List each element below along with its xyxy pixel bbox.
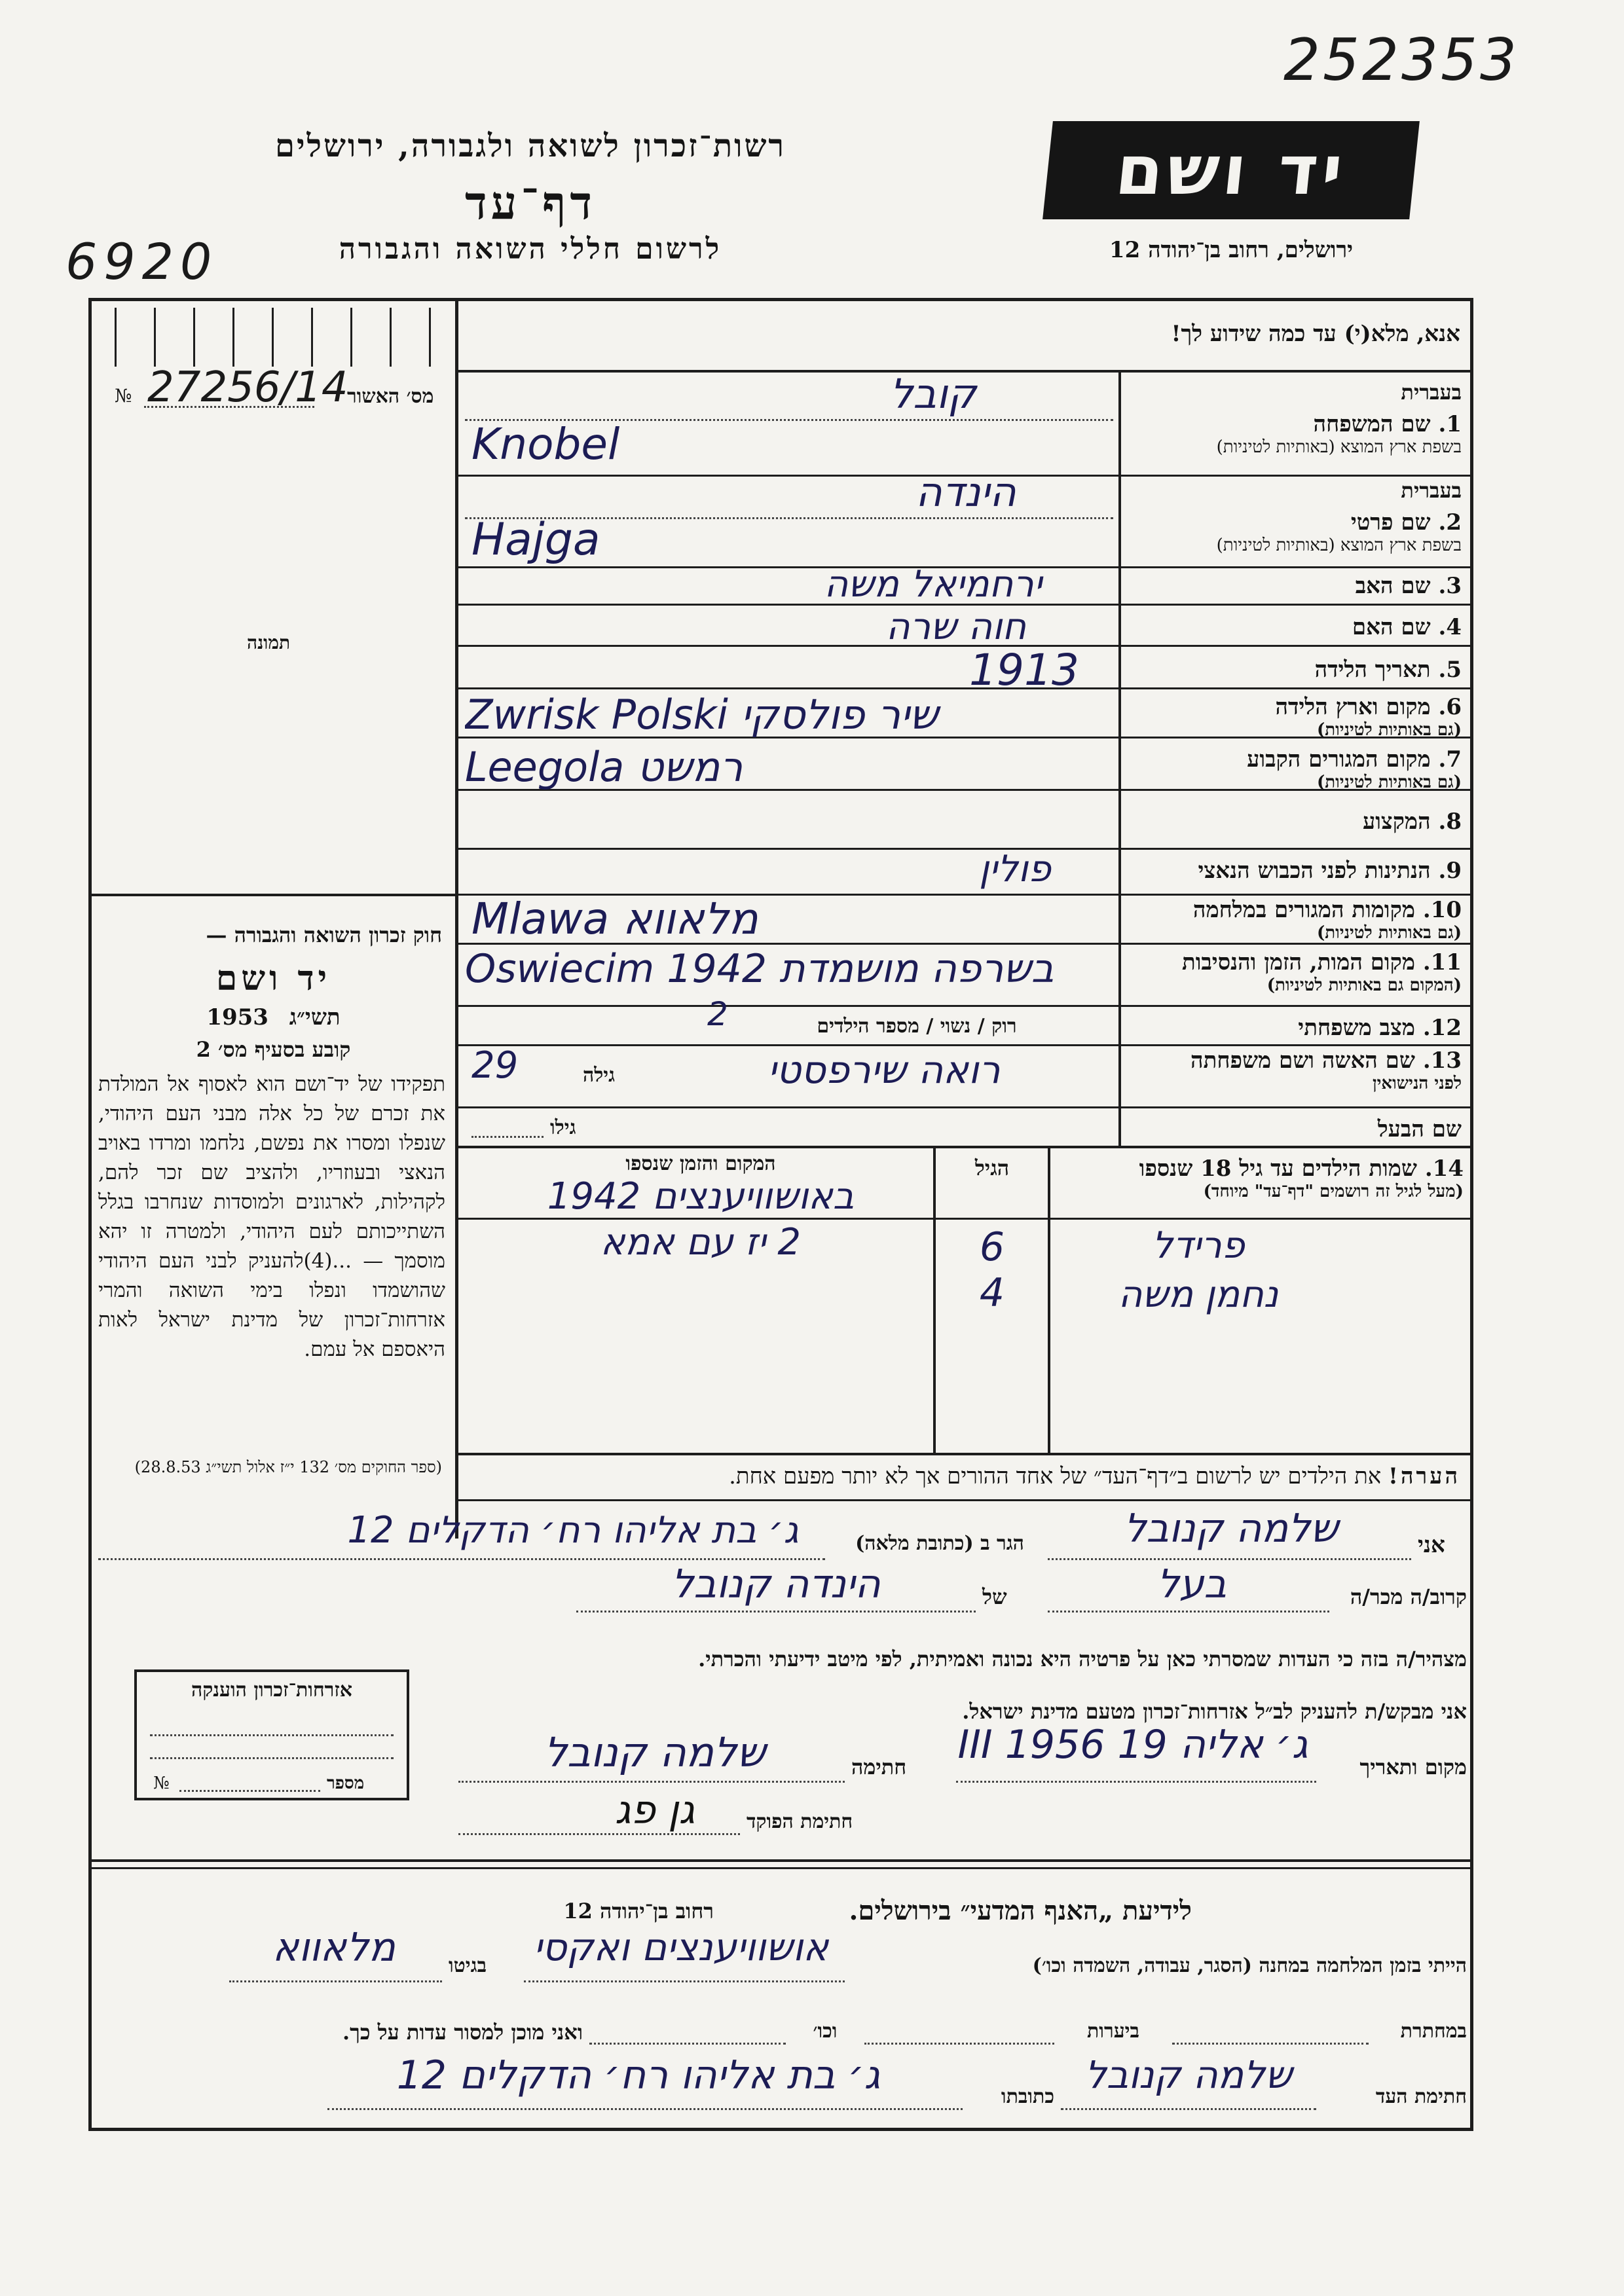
field-marital-title: מצב משפחתי <box>1298 1015 1415 1041</box>
first-name-latin-value: Hajga <box>471 514 600 566</box>
bottom-address: רחוב בן־יהודה 12 <box>563 1899 714 1923</box>
statement-1: מצהיר/ה בזה כי העדות שמסרתי כאן על פרטיה היא נכונה ואמיתית, לפי מיטב ידיעתי והכרתי. <box>698 1647 1467 1671</box>
relative-label: קרוב/ה מכר/ה <box>1350 1584 1467 1609</box>
bottom-ghetto-label: בגיטו <box>449 1954 487 1977</box>
family-name-latin-value: Knobel <box>471 419 620 469</box>
field-birth-date-label <box>1121 657 1462 683</box>
signature-label: חתימה <box>851 1755 907 1779</box>
children-count-value: 2 <box>707 995 728 1033</box>
field-residence-label <box>1121 746 1462 792</box>
field-birth-place-label <box>1121 694 1462 740</box>
mother-name-value: חוה שרה <box>885 606 1027 648</box>
witness-address-value: ג׳ בת אליהו רח׳ הדקלים 12 <box>396 2052 881 2098</box>
citizenship-box <box>134 1669 409 1800</box>
declaration-resides-label: הגר ב (כתובת מלאה) <box>855 1532 1024 1555</box>
field-wife-name-title: שם האשה ושם משפחתה <box>1190 1048 1415 1074</box>
field-husband-name-label <box>1121 1116 1462 1142</box>
bottom-forests-label: ביערות <box>1086 2020 1139 2043</box>
field-marital-label <box>1121 1015 1462 1041</box>
wife-age-value: 29 <box>471 1044 519 1087</box>
father-name-value: ירחמיאל משה <box>824 563 1043 606</box>
declaration-name-value: שלמה קנובל <box>1124 1506 1338 1552</box>
field-family-name-label <box>1121 380 1462 457</box>
field-father-name-title: שם האב <box>1355 573 1431 599</box>
field-family-name-sub2: בשפת ארץ המוצא (באותיות לטיניות) <box>1216 437 1462 457</box>
note-text: את הילדים יש לרשום ב״דף־העד״ של אחד ההורים אך לא יותר מפעם אחת. <box>729 1463 1382 1489</box>
approval-number-value: 27256/14 <box>147 363 348 412</box>
field-family-name-sub1: בעברית <box>1401 380 1462 405</box>
field-family-name-title: שם המשפחה <box>1313 411 1431 437</box>
field-profession-label <box>1121 809 1462 835</box>
field-nationality-label <box>1121 858 1462 884</box>
field-birth-place-num: 6. <box>1438 694 1462 720</box>
children-title: שמות הילדים עד גיל 18 שנספו <box>1139 1156 1417 1182</box>
place-date-label: מקום ותאריך <box>1359 1755 1467 1779</box>
form-title: דף־עד <box>464 175 596 230</box>
citizenship-no-sign: № <box>153 1774 170 1793</box>
child-1-name: פרידל <box>1152 1224 1245 1267</box>
field-death-place-title: מקום המות, הזמן והנסיבות <box>1181 949 1415 975</box>
wife-age-label: גילה <box>583 1064 616 1087</box>
children-place-header: המקום והזמן שנספו <box>625 1152 776 1175</box>
yad-vashem-logo <box>1043 121 1420 219</box>
intro-text: אנא, מלא(י) עד כמה שידוע לך! <box>1171 321 1460 347</box>
field-mother-name-num: 4. <box>1438 614 1462 640</box>
bottom-camp-value: אושוויענצים ואקסי <box>533 1925 829 1969</box>
law-body: תפקידו של יד־ושם הוא לאסוף אל המולדת את זכרם של כל אלה מבני העם היהודי, שנפלו ומסרו את נפשם, נלחמו ומרדו באויב הנאצי ובעוזריו, ולהציב שם זכר להם, לקהילות, לארגונים ולמוסדות שנחרבו בגלל השתייכותם לעם היהודי, ולמטרה זו יהא מוסמך — ...(4)להעניק לבני העם היהודי שהושמדו ונפלו בימי השואה והמרי אזרחות־זכרון של מדינת ישראל לאות היאספם אל עמם. <box>98 1072 445 1361</box>
citizenship-title: אזרחות־זכרון הוענקה <box>191 1679 353 1702</box>
law-year-num: 1953 <box>206 1004 268 1030</box>
of-label: של <box>982 1584 1007 1609</box>
note-row <box>471 1463 1460 1489</box>
field-nationality-title: הנתינות לפני הכבוש הנאצי <box>1198 858 1431 884</box>
bottom-ghetto-value: מלאווא <box>272 1925 396 1971</box>
field-death-place-num: 11. <box>1422 949 1462 975</box>
children-sub: (מעל לגיל זה רושמים "דף־עד" מיוחד) <box>1203 1182 1464 1201</box>
child-1-place: 2 יז עם אמא <box>600 1221 802 1264</box>
bottom-ready-label: ואני מוכן למסור עדות על כך. <box>342 2020 583 2045</box>
field-war-places-num: 10. <box>1422 897 1462 923</box>
declaration-address-value: ג׳ בת אליהו רח׳ הדקלים 12 <box>347 1509 799 1552</box>
field-residence-num: 7. <box>1438 746 1462 773</box>
field-father-name-label <box>1121 573 1462 599</box>
law-year-he: תשי״ג <box>289 1004 341 1030</box>
logo-text: יד ושם <box>1112 130 1350 210</box>
relative-value: בעל <box>1156 1561 1227 1607</box>
children-place-value: באושוויענצים 1942 <box>547 1175 855 1218</box>
field-family-name-num: 1. <box>1438 411 1462 437</box>
birth-date-value: 1913 <box>969 645 1079 695</box>
field-war-places-title: מקומות המגורים במלחמה <box>1192 897 1415 923</box>
field-first-name-sub2: בשפת ארץ המוצא (באותיות לטיניות) <box>1216 536 1462 555</box>
field-first-name-title: שם פרטי <box>1350 509 1431 536</box>
law-heading: חוק זכרון השואה והגבורה — <box>206 922 442 947</box>
witness-address-label: כתובתו <box>1001 2085 1054 2108</box>
children-header <box>1051 1156 1464 1201</box>
law-clause: קובע בסעיף מס׳ 2 <box>196 1037 351 1062</box>
war-places-value: Mlawa מלאווא <box>471 894 758 944</box>
family-name-hebrew-value: קובל <box>890 370 976 418</box>
law-name: יד ושם <box>215 958 331 998</box>
bottom-was-label: הייתי בזמן המלחמה במחנה (הסגר, עבודה, השמדה וכו׳) <box>1032 1954 1467 1977</box>
field-birth-date-num: 5. <box>1438 657 1462 683</box>
field-first-name-label <box>1121 478 1462 555</box>
approval-no-sign: № <box>115 385 132 407</box>
residence-value: Leegola רמשט <box>465 743 743 791</box>
bottom-etc-label: וכו׳ <box>813 2020 838 2043</box>
law-ref: (ספר החוקים מס׳ 132 י״ז אלול תשי״ג 28.8.53) <box>134 1458 442 1476</box>
field-birth-date-title: תאריך הלידה <box>1314 657 1431 683</box>
signature-value: שלמה קנובל <box>544 1728 766 1776</box>
statement-2: אני מבקש/ת להעניק לב״ל אזרחות־זכרון מטעם מדינת ישראל. <box>962 1699 1467 1724</box>
field-mother-name-title: שם האם <box>1352 614 1431 640</box>
field-marital-num: 12. <box>1422 1015 1462 1041</box>
bottom-heading: לידיעת „האנף המדעי״ בירושלים. <box>849 1895 1192 1926</box>
witness-signature-label: חתימת העד <box>1375 2085 1467 2108</box>
officer-signature-label: חתימת הפוקד <box>747 1810 853 1833</box>
law-box <box>92 894 455 1539</box>
institution-address: ירושלים, רחוב בן־יהודה 12 <box>1109 237 1354 263</box>
child-2-name: נחמן משה <box>1118 1273 1279 1316</box>
form-subtitle: לרשום חללי השואה והגבורה <box>339 232 722 266</box>
child-1-age: 6 <box>979 1224 1005 1270</box>
place-date-value: ג׳ אליה 19 III 1956 <box>957 1722 1308 1768</box>
left-number: 6920 <box>65 232 219 291</box>
field-death-place-sub: (המקום גם באותיות לטיניות) <box>1266 975 1462 995</box>
field-wife-name-sub: לפני הנישואין <box>1372 1074 1462 1093</box>
field-first-name-sub1: בעברית <box>1401 478 1462 503</box>
field-residence-sub: (גם באותיות לטיניות) <box>1316 773 1462 792</box>
field-husband-name-title: שם הבעל <box>1377 1116 1462 1142</box>
note-label: הערה! <box>1388 1463 1460 1489</box>
birth-place-value: Zwrisk Polski שיר פולסקי <box>465 691 938 738</box>
field-wife-name-num: 13. <box>1422 1048 1462 1074</box>
field-residence-title: מקום המגורים הקבוע <box>1247 746 1431 773</box>
marital-options: רוק / נשוי / מספר הילדים <box>817 1015 1017 1038</box>
field-mother-name-label <box>1121 614 1462 640</box>
field-nationality-num: 9. <box>1438 858 1462 884</box>
wife-name-value: רואה שירפסטי <box>767 1048 1001 1092</box>
field-father-name-num: 3. <box>1438 573 1462 599</box>
field-first-name-num: 2. <box>1438 509 1462 536</box>
husband-age-label: גילו <box>550 1116 576 1139</box>
field-wife-name-label <box>1121 1048 1462 1093</box>
approval-label: מס׳ האשור <box>347 385 434 408</box>
officer-signature-value: גן פג <box>614 1787 695 1833</box>
first-name-hebrew-value: הינדה <box>915 468 1016 516</box>
of-value: הינדה קנובל <box>671 1561 881 1607</box>
nationality-value: פולין <box>979 848 1051 890</box>
field-war-places-sub: (גם באותיות לטיניות) <box>1316 923 1462 943</box>
children-age-header: הגיל <box>974 1156 1010 1180</box>
approval-number-box <box>98 308 452 419</box>
field-profession-title: המקצוע <box>1362 809 1431 835</box>
children-num: 14. <box>1424 1156 1464 1182</box>
death-place-value: Oswiecim 1942 בשרפה מושמדת <box>465 946 1054 992</box>
declaration-ani-label: אני <box>1418 1532 1445 1558</box>
field-war-places-label <box>1121 897 1462 943</box>
witness-signature-value: שלמה קנובל <box>1084 2052 1293 2097</box>
field-profession-num: 8. <box>1438 809 1462 835</box>
field-birth-place-title: מקום וארץ הלידה <box>1275 694 1431 720</box>
stamp-number: 252353 <box>1283 26 1519 94</box>
field-death-place-label <box>1121 949 1462 995</box>
law-year <box>92 1004 455 1030</box>
authority-name: רשות־זכרון לשואה ולגבורה, ירושלים <box>274 128 786 164</box>
photo-label: תמונה <box>246 632 291 653</box>
child-2-age: 4 <box>979 1270 1005 1316</box>
bottom-underground-label: במחתרת <box>1400 2020 1467 2043</box>
field-birth-place-sub: (גם באותיות לטיניות) <box>1316 720 1462 740</box>
citizenship-number-label: מספר <box>327 1774 365 1793</box>
